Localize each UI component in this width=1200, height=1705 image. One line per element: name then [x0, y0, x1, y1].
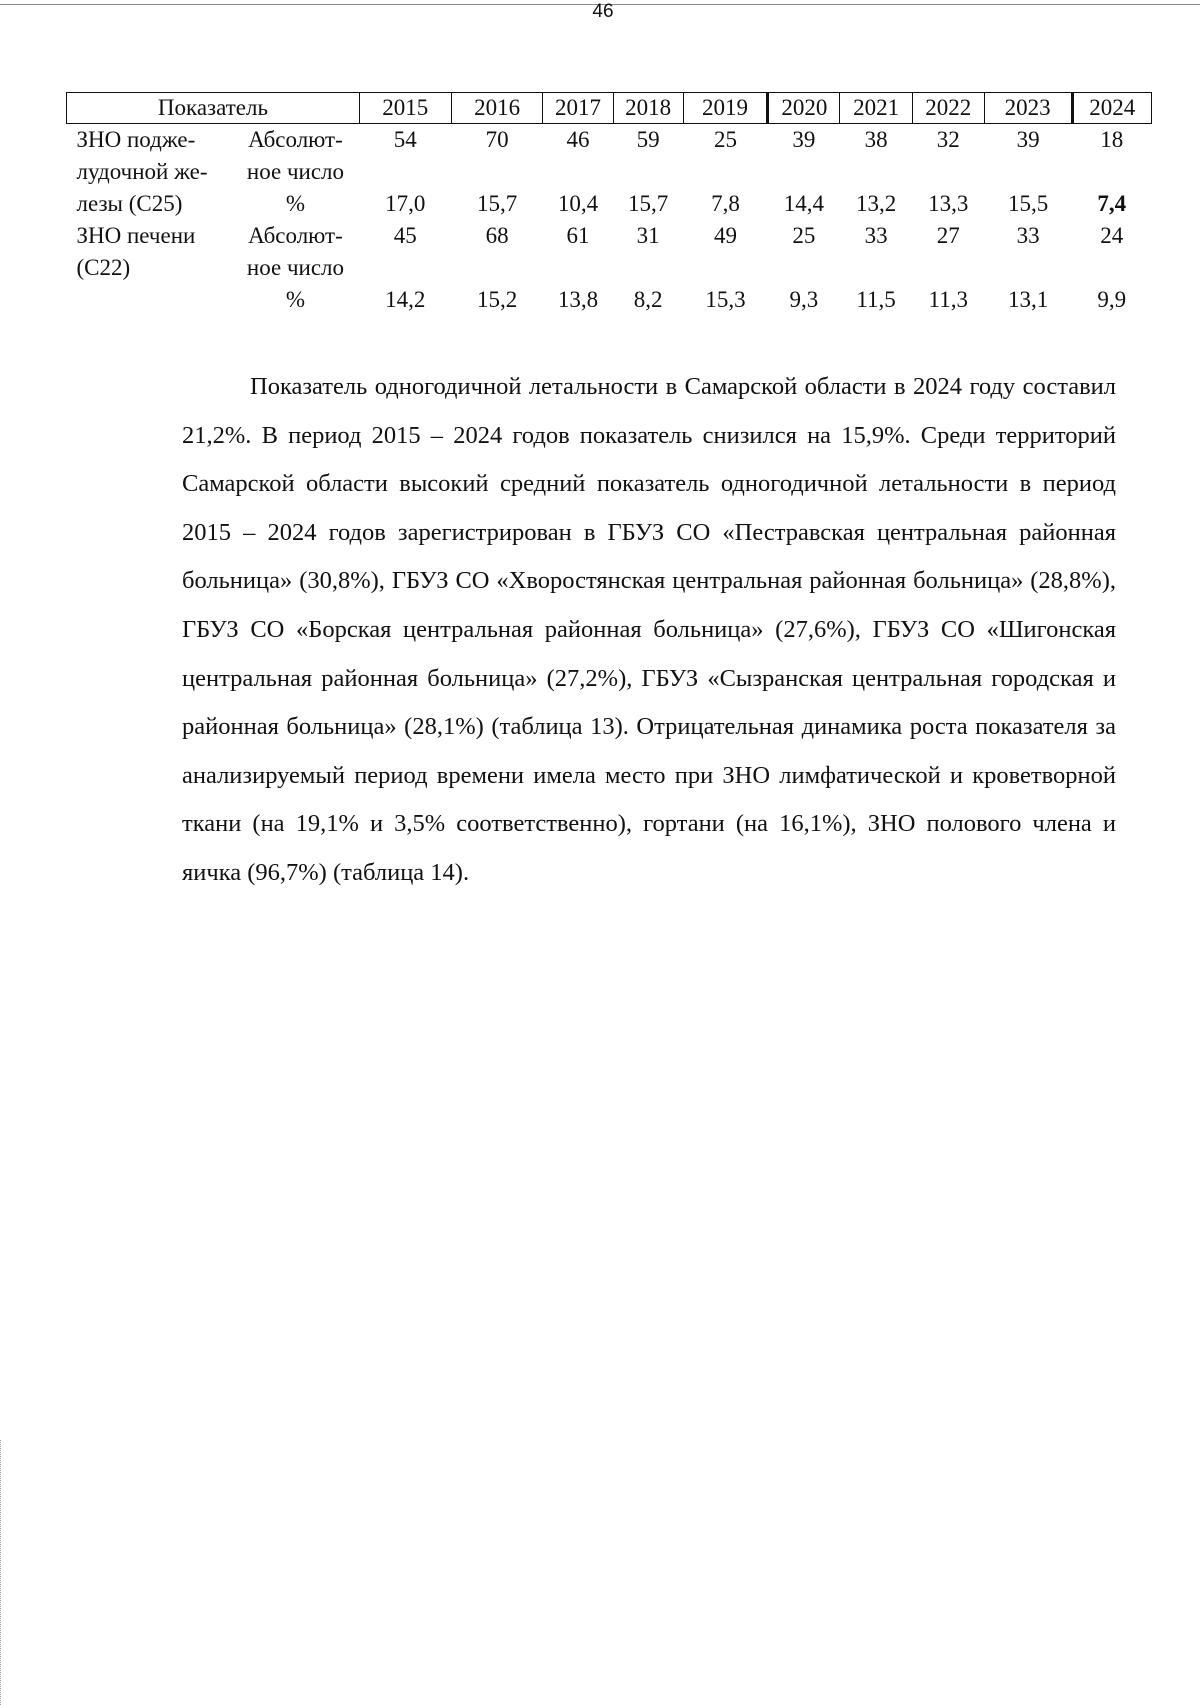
header-year: 2017 [543, 93, 613, 124]
table-cell: 70 [485, 127, 509, 152]
row-label [67, 220, 232, 316]
row-label [67, 124, 232, 221]
table-cell: 11,3 [928, 287, 968, 312]
table-cell: 15,7 [628, 191, 669, 216]
body-paragraph: Показатель одногодичной летальности в Самарской области в 2024 году составил 21,2%. В период 2015 – 2024 годов показатель снизился на 15,9%. Среди территорий Самарской области высокий средний показатель одногодичной летальности в период 2015 – 2024 годов зарегистрирован в ГБУЗ СО «Пестравская центральная районная больница» (30,8%), ГБУЗ СО «Хворостянская центральная районная больница» (28,8%), ГБУЗ СО «Борская центральная районная больница» (27,6%), ГБУЗ СО «Шигонская центральная районная больница» (27,2%), ГБУЗ «Сызранская центральная городская и районная больница» (28,1%) (таблица 13). Отрицательная динамика роста показателя за анализируемый период времени имела место при ЗНО лимфатической и кроветворной ткани (на 19,1% и 3,5% соответственно), гортани (на 16,1%), ЗНО полового члена и яичка (96,7%) (таблица 14). [182, 373, 1116, 886]
row-label-line: лезы (С25) [76, 191, 183, 216]
table-cell: 54 [393, 127, 417, 152]
header-year: 2024 [1072, 93, 1152, 124]
row-unit-line: ное число [246, 255, 345, 280]
table-header-row [67, 93, 1152, 124]
table-cell: 15,3 [705, 287, 746, 312]
page-number: 46 [592, 1, 614, 22]
header-year: 2015 [359, 93, 451, 124]
table-cell: 39 [1016, 127, 1040, 152]
table-cell: 13,1 [1008, 287, 1049, 312]
table-cell: 15,2 [476, 287, 518, 312]
table-cell: 15,7 [476, 191, 518, 216]
row-unit-line: ное число [246, 159, 345, 184]
row-unit-line: Абсолют- [248, 127, 343, 152]
table-cell: 45 [393, 223, 417, 248]
table-cell: 27 [936, 223, 960, 248]
table-cell: 39 [792, 127, 816, 152]
table-cell: 31 [636, 223, 660, 248]
mortality-table [66, 92, 1152, 316]
table-cell: 61 [566, 223, 590, 248]
table-cell: 38 [864, 127, 888, 152]
table-cell: 32 [936, 127, 960, 152]
header-year: 2021 [840, 93, 912, 124]
table-cell: 33 [1016, 223, 1040, 248]
row-label-line: ЗНО печени [76, 223, 196, 248]
table-cell: 10,4 [557, 191, 599, 216]
header-year: 2019 [683, 93, 768, 124]
row-unit [232, 124, 360, 189]
row-unit: % [285, 287, 306, 312]
header-year: 2023 [984, 93, 1072, 124]
header-year: 2016 [451, 93, 543, 124]
scan-edge-artifact [0, 1440, 5, 1705]
table-cell: 7,4 [1097, 191, 1127, 216]
header-year: 2018 [613, 93, 683, 124]
row-unit: % [285, 191, 306, 216]
table-cell: 14,4 [783, 191, 824, 216]
row-unit-line: Абсолют- [248, 223, 343, 248]
row-unit [232, 220, 360, 284]
row-label-line: ЗНО подже- [76, 127, 196, 152]
table-cell: 9,9 [1097, 287, 1127, 312]
table-row [67, 124, 1152, 189]
table-cell: 49 [714, 223, 737, 248]
header-year: 2022 [912, 93, 984, 124]
table-row [67, 220, 1152, 284]
table-cell: 11,5 [856, 287, 896, 312]
table-cell: 13,3 [928, 191, 969, 216]
table-cell: 25 [714, 127, 737, 152]
row-label-line: (С22) [76, 255, 131, 280]
table-cell: 24 [1100, 223, 1124, 248]
table-cell: 59 [636, 127, 660, 152]
table-cell: 25 [792, 223, 816, 248]
table-cell: 18 [1100, 127, 1124, 152]
header-year: 2020 [768, 93, 840, 124]
table-cell: 46 [566, 127, 590, 152]
table-cell: 8,2 [633, 287, 663, 312]
row-label-line: лудочной же- [76, 159, 208, 184]
header-indicator: Показатель [67, 93, 360, 124]
table-cell: 13,8 [557, 287, 599, 312]
table-cell: 68 [485, 223, 509, 248]
table-cell: 9,3 [789, 287, 819, 312]
table-cell: 13,2 [855, 191, 897, 216]
table-cell: 7,8 [711, 191, 740, 216]
table-cell: 14,2 [385, 287, 426, 312]
table-cell: 33 [864, 223, 888, 248]
table-cell: 15,5 [1008, 191, 1049, 216]
table-cell: 17,0 [385, 191, 426, 216]
